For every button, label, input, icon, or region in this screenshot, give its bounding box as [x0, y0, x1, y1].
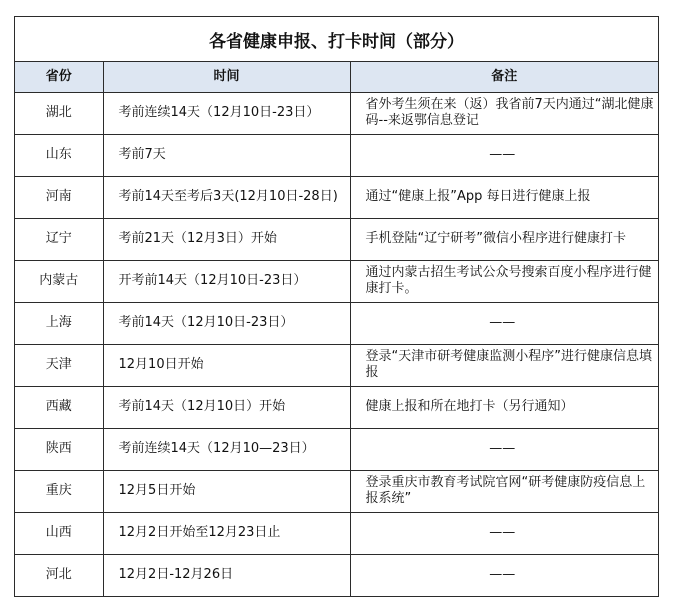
- table-row: [15, 512, 658, 554]
- cell-note: 通过内蒙古招生考试公众号搜索百度小程序进行健康打卡。: [350, 260, 658, 302]
- header-province: 省份: [15, 62, 103, 92]
- table-row: [15, 134, 658, 176]
- cell-province: 河南: [15, 176, 103, 218]
- table-row: [15, 92, 658, 134]
- cell-note: 登录“天津市研考健康监测小程序”进行健康信息填报: [350, 344, 658, 386]
- table-row: [15, 218, 658, 260]
- header-time: 时间: [103, 62, 350, 92]
- cell-province: 天津: [15, 344, 103, 386]
- cell-time: 考前21天（12月3日）开始: [103, 218, 350, 260]
- cell-province: 内蒙古: [15, 260, 103, 302]
- cell-note: 通过“健康上报”App 每日进行健康上报: [350, 176, 658, 218]
- cell-note: 省外考生须在来（返）我省前7天内通过“湖北健康码--来返鄂信息登记: [350, 92, 658, 134]
- cell-time: 开考前14天（12月10日-23日）: [103, 260, 350, 302]
- cell-province: 山东: [15, 134, 103, 176]
- cell-note: 手机登陆“辽宁研考”微信小程序进行健康打卡: [350, 218, 658, 260]
- data-table: [15, 62, 658, 596]
- cell-time: 12月5日开始: [103, 470, 350, 512]
- cell-province: 陕西: [15, 428, 103, 470]
- table-row: [15, 554, 658, 596]
- header-row: [15, 62, 658, 92]
- cell-time: 考前7天: [103, 134, 350, 176]
- cell-province: 上海: [15, 302, 103, 344]
- cell-time: 考前14天至考后3天(12月10日-28日): [103, 176, 350, 218]
- table-row: [15, 176, 658, 218]
- cell-note: ——: [350, 134, 658, 176]
- cell-time: 12月2日-12月26日: [103, 554, 350, 596]
- table-row: [15, 344, 658, 386]
- cell-time: 考前14天（12月10日-23日）: [103, 302, 350, 344]
- table-row: [15, 260, 658, 302]
- cell-note: ——: [350, 512, 658, 554]
- table-row: [15, 302, 658, 344]
- table-row: [15, 386, 658, 428]
- cell-note: 健康上报和所在地打卡（另行通知）: [350, 386, 658, 428]
- cell-province: 湖北: [15, 92, 103, 134]
- health-report-table: [14, 16, 659, 597]
- cell-province: 河北: [15, 554, 103, 596]
- cell-time: 12月10日开始: [103, 344, 350, 386]
- cell-time: 12月2日开始至12月23日止: [103, 512, 350, 554]
- cell-time: 考前14天（12月10日）开始: [103, 386, 350, 428]
- cell-province: 重庆: [15, 470, 103, 512]
- cell-province: 西藏: [15, 386, 103, 428]
- header-note: 备注: [350, 62, 658, 92]
- cell-time: 考前连续14天（12月10—23日）: [103, 428, 350, 470]
- cell-note: ——: [350, 302, 658, 344]
- cell-note: ——: [489, 567, 516, 583]
- cell-province: 辽宁: [15, 218, 103, 260]
- cell-note: ——: [350, 428, 658, 470]
- table-row: [15, 470, 658, 512]
- cell-note: 登录重庆市教育考试院官网“研考健康防疫信息上报系统”: [350, 470, 658, 512]
- table-row: [15, 428, 658, 470]
- table-title: 各省健康申报、打卡时间（部分）: [15, 17, 658, 62]
- cell-province: 山西: [15, 512, 103, 554]
- cell-time: 考前连续14天（12月10日-23日）: [103, 92, 350, 134]
